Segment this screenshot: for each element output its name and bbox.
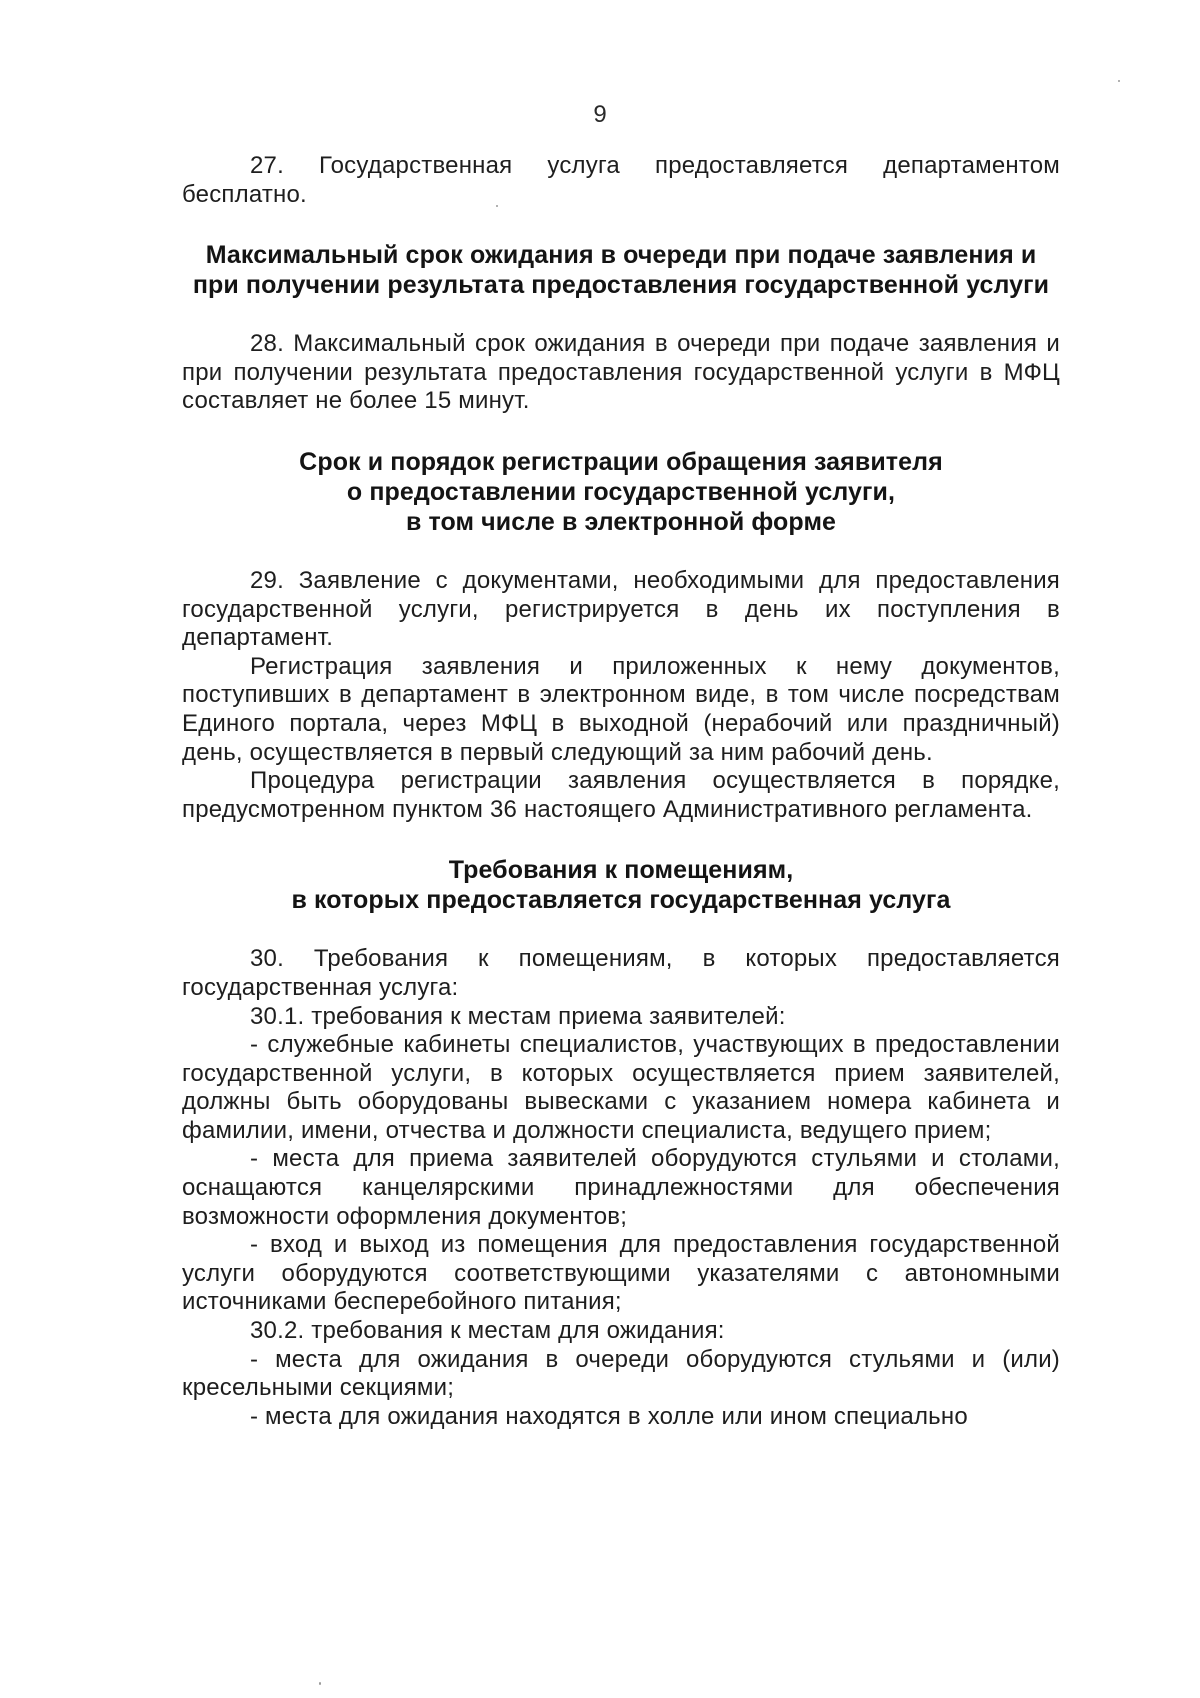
heading-premises-requirements (182, 855, 1060, 915)
paragraph-30-1-reception-places: - места для приема заявителей оборудуются стульями и столами, оснащаются канцелярскими принадлежностями для обеспечения возможности оформления документов; (182, 1145, 1060, 1230)
paragraph-29-registration: Регистрация заявления и приложенных к нему документов, поступивших в департамент в электронном виде, в том числе посредствам Единого портала, через МФЦ в выходной (нерабочий или праздничный) день, осуществляется в первый следующий за ним рабочий день. (182, 652, 1060, 766)
paragraph-30-2: 30.2. требования к местам для ожидания: (250, 1317, 725, 1345)
paragraph-28: 28. Максимальный срок ожидания в очереди при подаче заявления и при получении результата предоставления государственной услуги в МФЦ составляет не более 15 минут. (182, 330, 1060, 415)
paragraph-27: 27. Государственная услуга предоставляется департаментом бесплатно. (182, 152, 1060, 208)
heading-line: Срок и порядок регистрации обращения заявителя (299, 447, 943, 476)
heading-line: при получении результата предоставления государственной услуги (192, 271, 1050, 300)
scan-speck (496, 205, 498, 207)
document-body (182, 152, 1060, 1431)
scan-speck (1118, 80, 1120, 82)
heading-line: Требования к помещениям, (448, 856, 794, 885)
paragraph-30-1: 30.1. требования к местам приема заявителей: (250, 1002, 786, 1030)
paragraph-30-2-hall: - места для ожидания находятся в холле или ином специально (250, 1402, 968, 1430)
heading-line: о предоставлении государственной услуги, (346, 477, 896, 506)
paragraph-29-procedure: Процедура регистрации заявления осуществляется в порядке, предусмотренном пунктом 36 настоящего Административного регламента. (182, 767, 1060, 823)
page-number: 9 (593, 101, 607, 128)
heading-max-waiting-time (182, 240, 1060, 300)
heading-line: в том числе в электронной форме (405, 507, 837, 536)
paragraph-30-1-offices: - служебные кабинеты специалистов, участвующих в предоставлении государственной услуги, в которых осуществляется прием заявителей, должны быть оборудованы вывесками с указанием номера кабинета и фамилии, имени, отчества и должности специалиста, ведущего прием; (182, 1031, 1060, 1144)
heading-line: в которых предоставляется государственная услуга (291, 886, 951, 915)
scan-speck (319, 1682, 321, 1685)
paragraph-29: 29. Заявление с документами, необходимыми для предоставления государственной услуги, регистрируется в день их поступления в департамент. (182, 566, 1060, 652)
paragraph-30-1-entrance: - вход и выход из помещения для предоставления государственной услуги оборудуются соответствующими указателями с автономными источниками бесперебойного питания; (182, 1231, 1060, 1316)
paragraph-30-2-queue-seating: - места для ожидания в очереди оборудуются стульями и (или) кресельными секциями; (182, 1345, 1060, 1402)
heading-registration (182, 447, 1060, 537)
paragraph-30: 30. Требования к помещениям, в которых предоставляется государственная услуга: (182, 945, 1060, 1001)
heading-line: Максимальный срок ожидания в очереди при подаче заявления и (205, 241, 1037, 270)
